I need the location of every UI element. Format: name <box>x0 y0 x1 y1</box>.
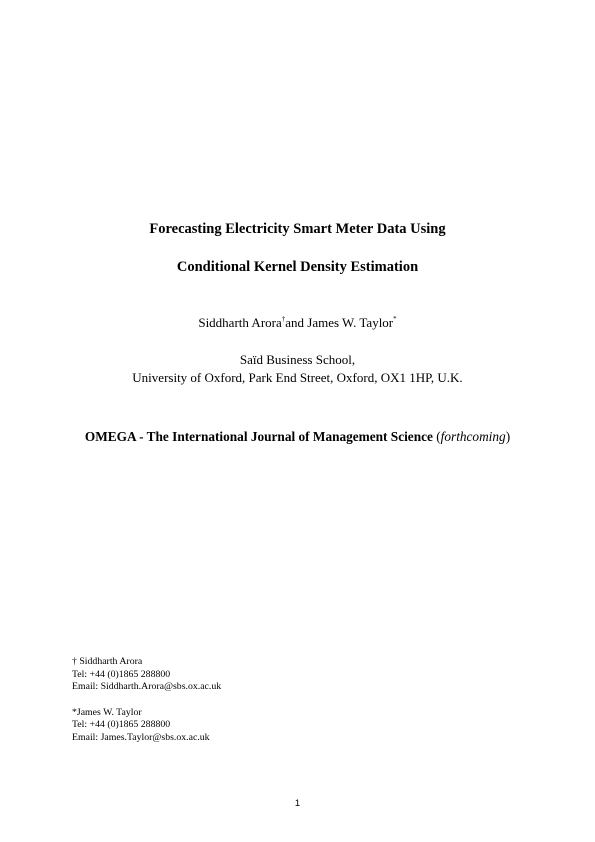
journal-status: forthcoming <box>440 429 506 444</box>
author-footnotes <box>72 656 492 744</box>
author-joiner: and James W. Taylor <box>285 315 394 330</box>
journal-open-paren: ( <box>432 429 441 444</box>
author-1-name: Siddharth Arora <box>198 315 282 330</box>
page-number: 1 <box>294 798 301 809</box>
journal-name: OMEGA - The International Journal of Management Science <box>84 429 433 444</box>
paper-title-line-1: Forecasting Electricity Smart Meter Data Using <box>149 221 446 237</box>
footnote-author-1-email: Email: Siddharth.Arora@sbs.ox.ac.uk <box>72 681 222 692</box>
author-line <box>0 315 595 331</box>
footnote-spacer <box>72 694 492 707</box>
footnote-author-2-name: *James W. Taylor <box>72 706 142 718</box>
footnote-author-1-name: † Siddharth Arora <box>72 656 143 667</box>
footnote-author-1-tel: Tel: +44 (0)1865 288800 <box>72 668 171 680</box>
author-2-footnote-mark: * <box>393 315 397 323</box>
footnote-author-2-email: Email: James.Taylor@sbs.ox.ac.uk <box>72 731 210 743</box>
author-1-footnote-mark: † <box>281 315 286 323</box>
affiliation-line-1: Saïd Business School, <box>239 352 356 367</box>
journal-line <box>0 429 595 445</box>
journal-close-paren: ) <box>505 429 511 444</box>
affiliation-line-2: University of Oxford, Park End Street, Oxford, OX1 1HP, U.K. <box>132 370 463 385</box>
footnote-author-2-tel: Tel: +44 (0)1865 288800 <box>72 719 171 730</box>
paper-title-line-2: Conditional Kernel Density Estimation <box>176 259 419 275</box>
